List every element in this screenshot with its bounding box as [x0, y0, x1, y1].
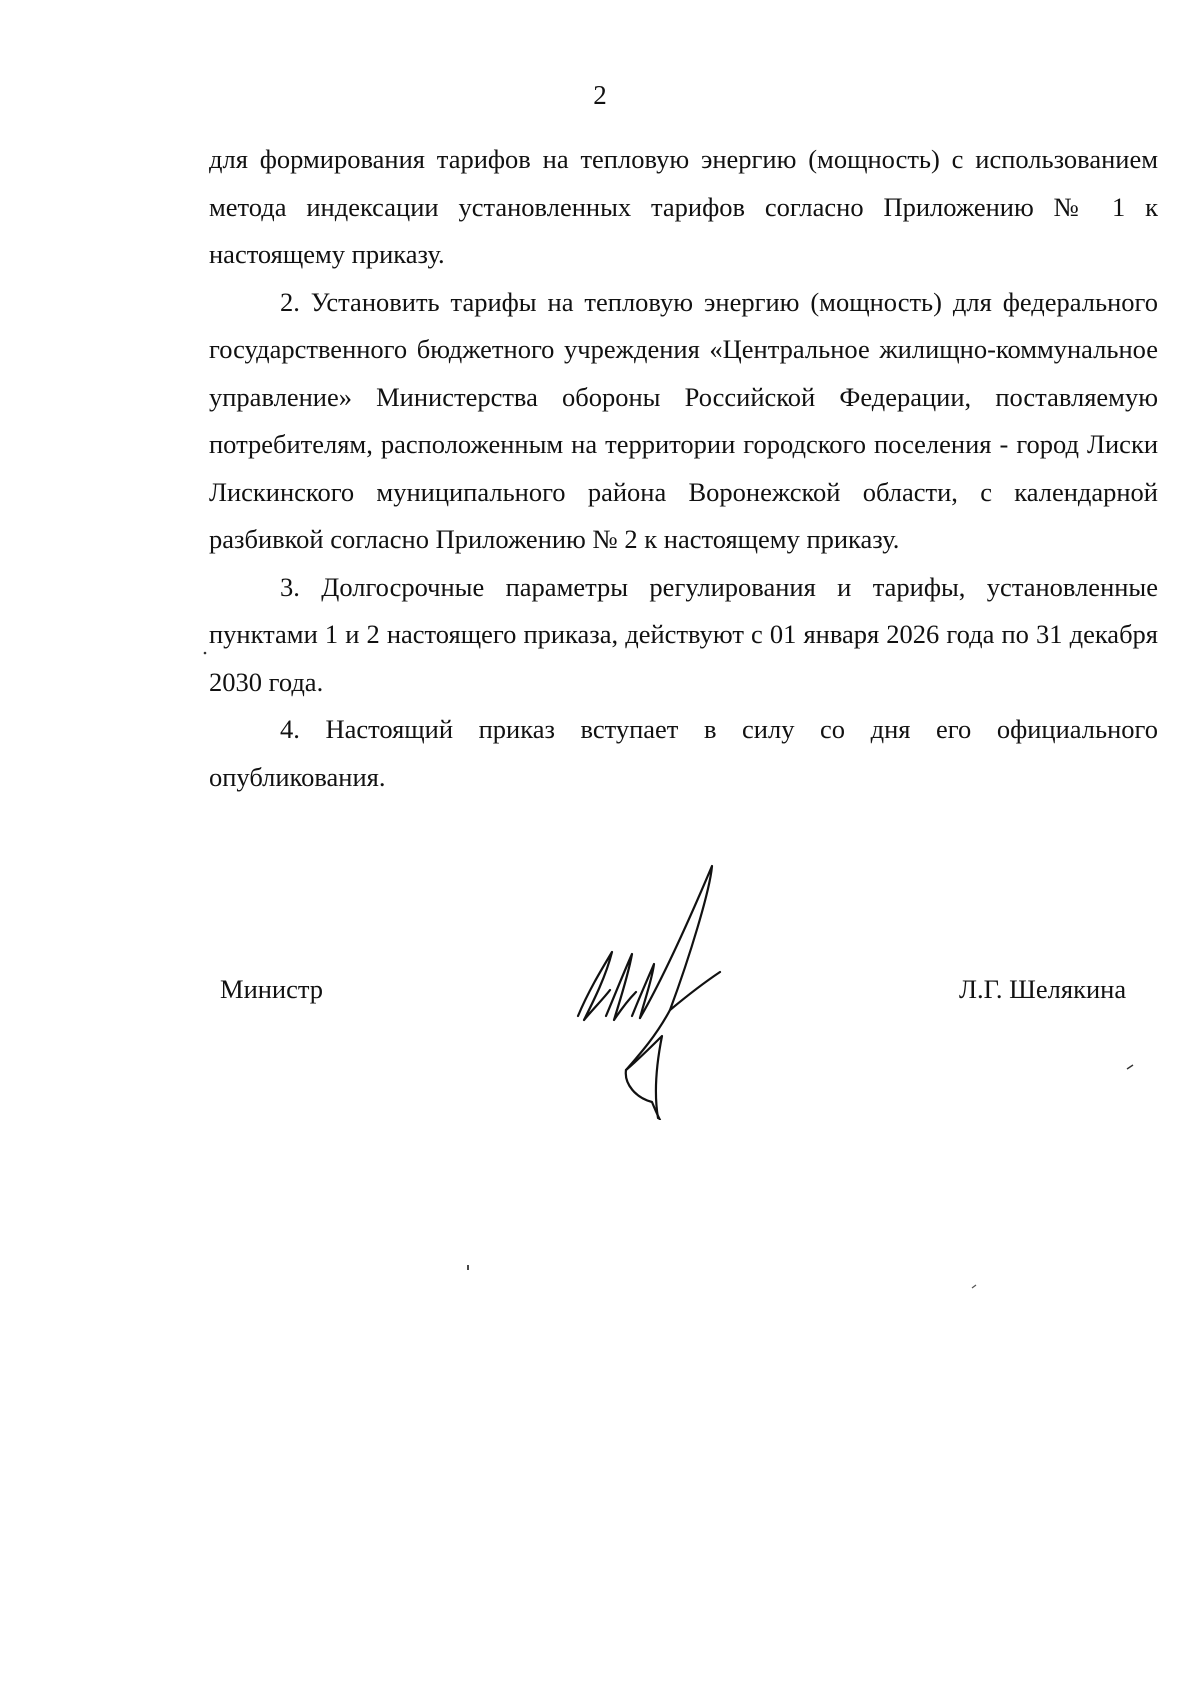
scan-speck	[971, 1284, 977, 1289]
scan-speck	[203, 651, 207, 655]
paragraph-item-3: 3. Долгосрочные параметры регулирования и тарифы, установленные пунктами 1 и 2 настоящего приказа, действуют с 01 января 2026 года по 31 декабря 2030 года.	[209, 571, 1158, 697]
page-number: 2	[593, 80, 607, 110]
document-body	[209, 136, 1158, 801]
scan-speck	[466, 1264, 470, 1271]
handwritten-signature	[570, 860, 730, 1120]
signatory-name: Л.Г. Шелякина	[959, 974, 1127, 1004]
paragraph-item-4: 4. Настоящий приказ вступает в силу со дня его официального опубликования.	[209, 714, 1158, 792]
scan-speck	[1126, 1064, 1134, 1070]
signatory-title: Министр	[220, 974, 324, 1004]
paragraph-continuation: для формирования тарифов на тепловую энергию (мощность) с использованием метода индексации установленных тарифов согласно Приложению № 1 к настоящему приказу.	[209, 144, 1158, 269]
paragraph-item-2: 2. Установить тарифы на тепловую энергию (мощность) для федерального государственного бюджетного учреждения «Центральное жилищно-коммунальное управление» Министерства обороны Российской Федерации, поставляемую потребителям, расположенным на территории городского поселения - город Лиски Лискинского муниципального района Воронежской области, с календарной разбивкой согласно Приложению № 2 к настоящему приказу.	[209, 286, 1158, 554]
